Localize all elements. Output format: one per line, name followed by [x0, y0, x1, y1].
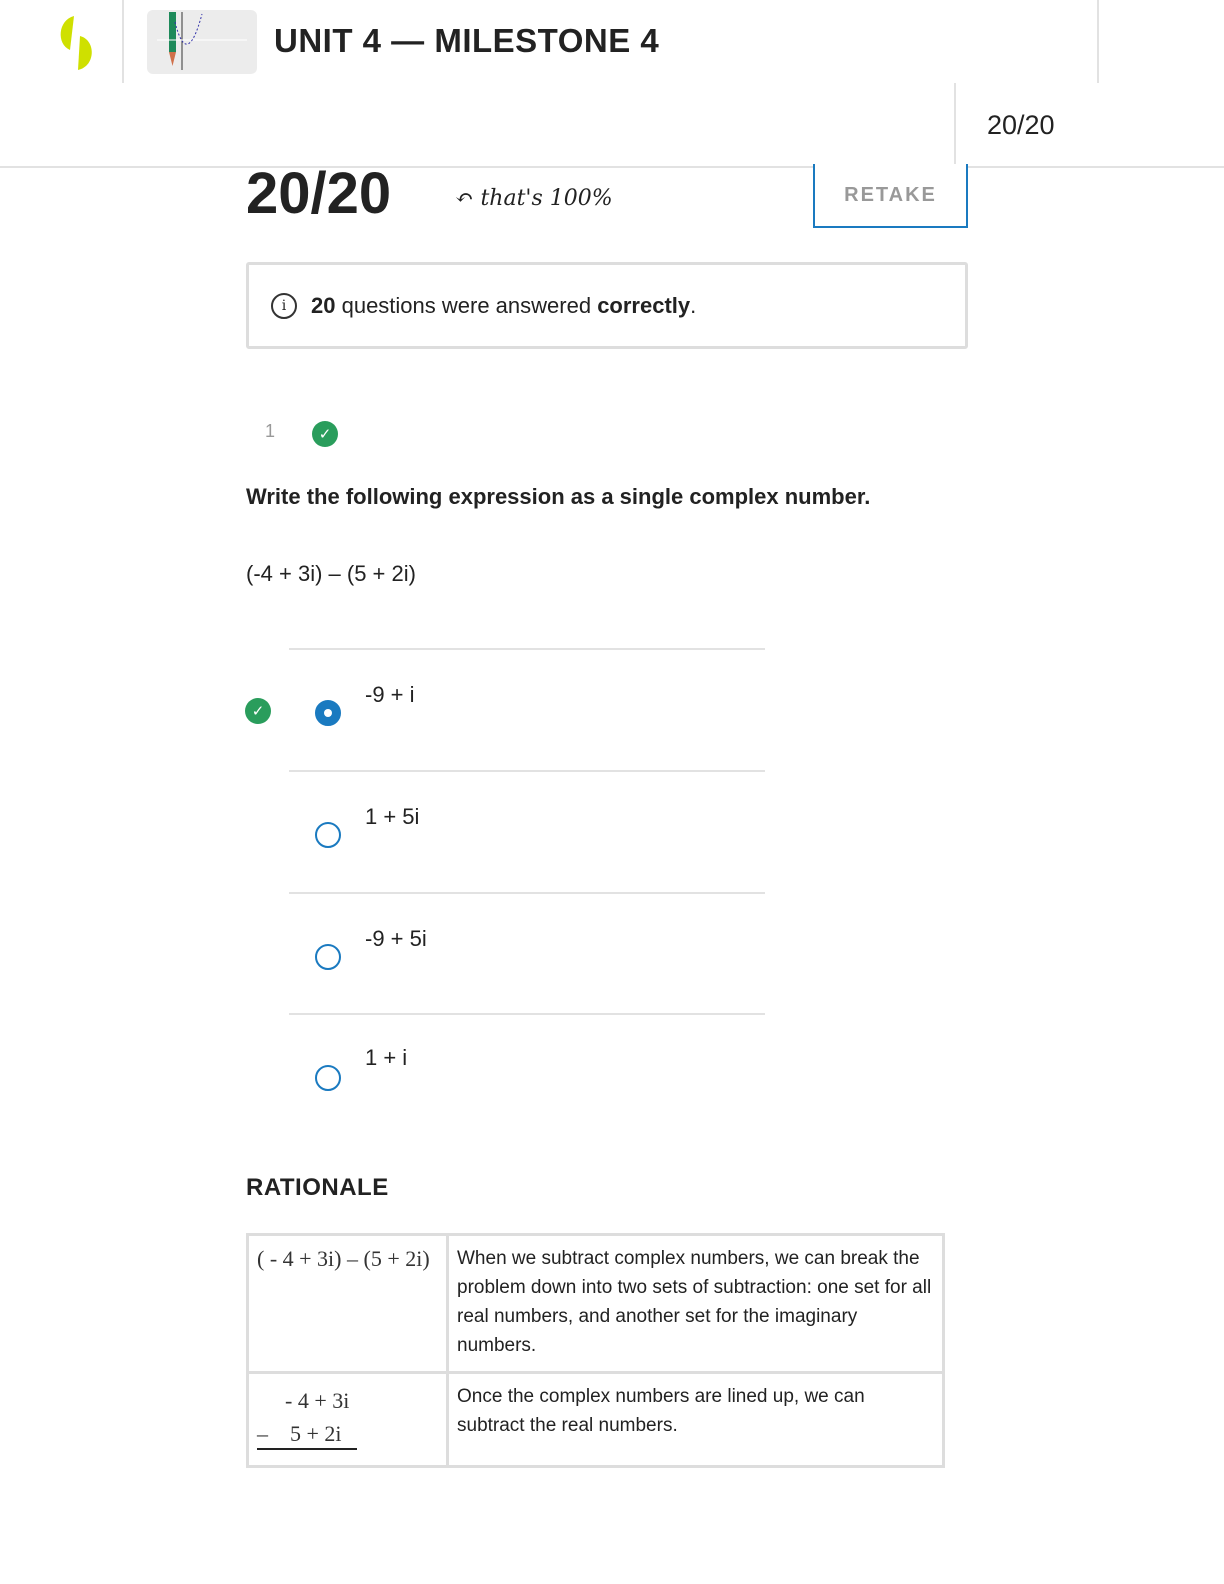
- answer-option[interactable]: 1 + 5i: [289, 770, 765, 892]
- page-title: UNIT 4 — MILESTONE 4: [274, 22, 660, 59]
- rationale-table: [246, 1233, 945, 1468]
- back-arrow-icon: ↶: [455, 186, 481, 211]
- question-number: 1: [265, 421, 276, 441]
- radio[interactable]: [315, 822, 341, 848]
- logo-icon: [56, 16, 98, 70]
- rationale-heading: RATIONALE: [246, 1174, 389, 1201]
- header-score: 20/20: [987, 110, 1055, 140]
- correct-check-icon: ✓: [312, 421, 338, 447]
- math-cell: - 4 + 3i – 5 + 2i: [248, 1373, 448, 1467]
- answer-option[interactable]: -9 + 5i: [289, 892, 765, 1014]
- question-expression: (-4 + 3i) – (5 + 2i): [246, 561, 416, 586]
- radio[interactable]: [315, 1065, 341, 1091]
- table-row: [248, 1235, 944, 1373]
- info-banner: i 20 questions were answered correctly .: [246, 262, 968, 349]
- info-icon: i: [271, 293, 297, 319]
- answer-option[interactable]: -9 + i: [289, 648, 765, 770]
- table-row: [248, 1373, 944, 1467]
- question-prompt: Write the following expression as a single complex number.: [246, 484, 871, 509]
- radio-selected[interactable]: [315, 700, 341, 726]
- math-cell: ( - 4 + 3i) – (5 + 2i): [248, 1235, 448, 1373]
- answer-option[interactable]: 1 + i: [289, 1013, 765, 1135]
- radio[interactable]: [315, 944, 341, 970]
- explanation-cell: Once the complex numbers are lined up, we can subtract the real numbers.: [448, 1373, 944, 1467]
- score-display: 20/20: [246, 161, 392, 226]
- retake-button[interactable]: RETAKE: [813, 164, 968, 228]
- score-note: ↶ that's 100%: [455, 186, 613, 211]
- answer-correct-icon: ✓: [245, 698, 271, 724]
- course-thumbnail: [147, 10, 257, 74]
- explanation-cell: When we subtract complex numbers, we can break the problem down into two sets of subtraction: one set for all real numbers, and another set for the imaginary numbers.: [448, 1235, 944, 1373]
